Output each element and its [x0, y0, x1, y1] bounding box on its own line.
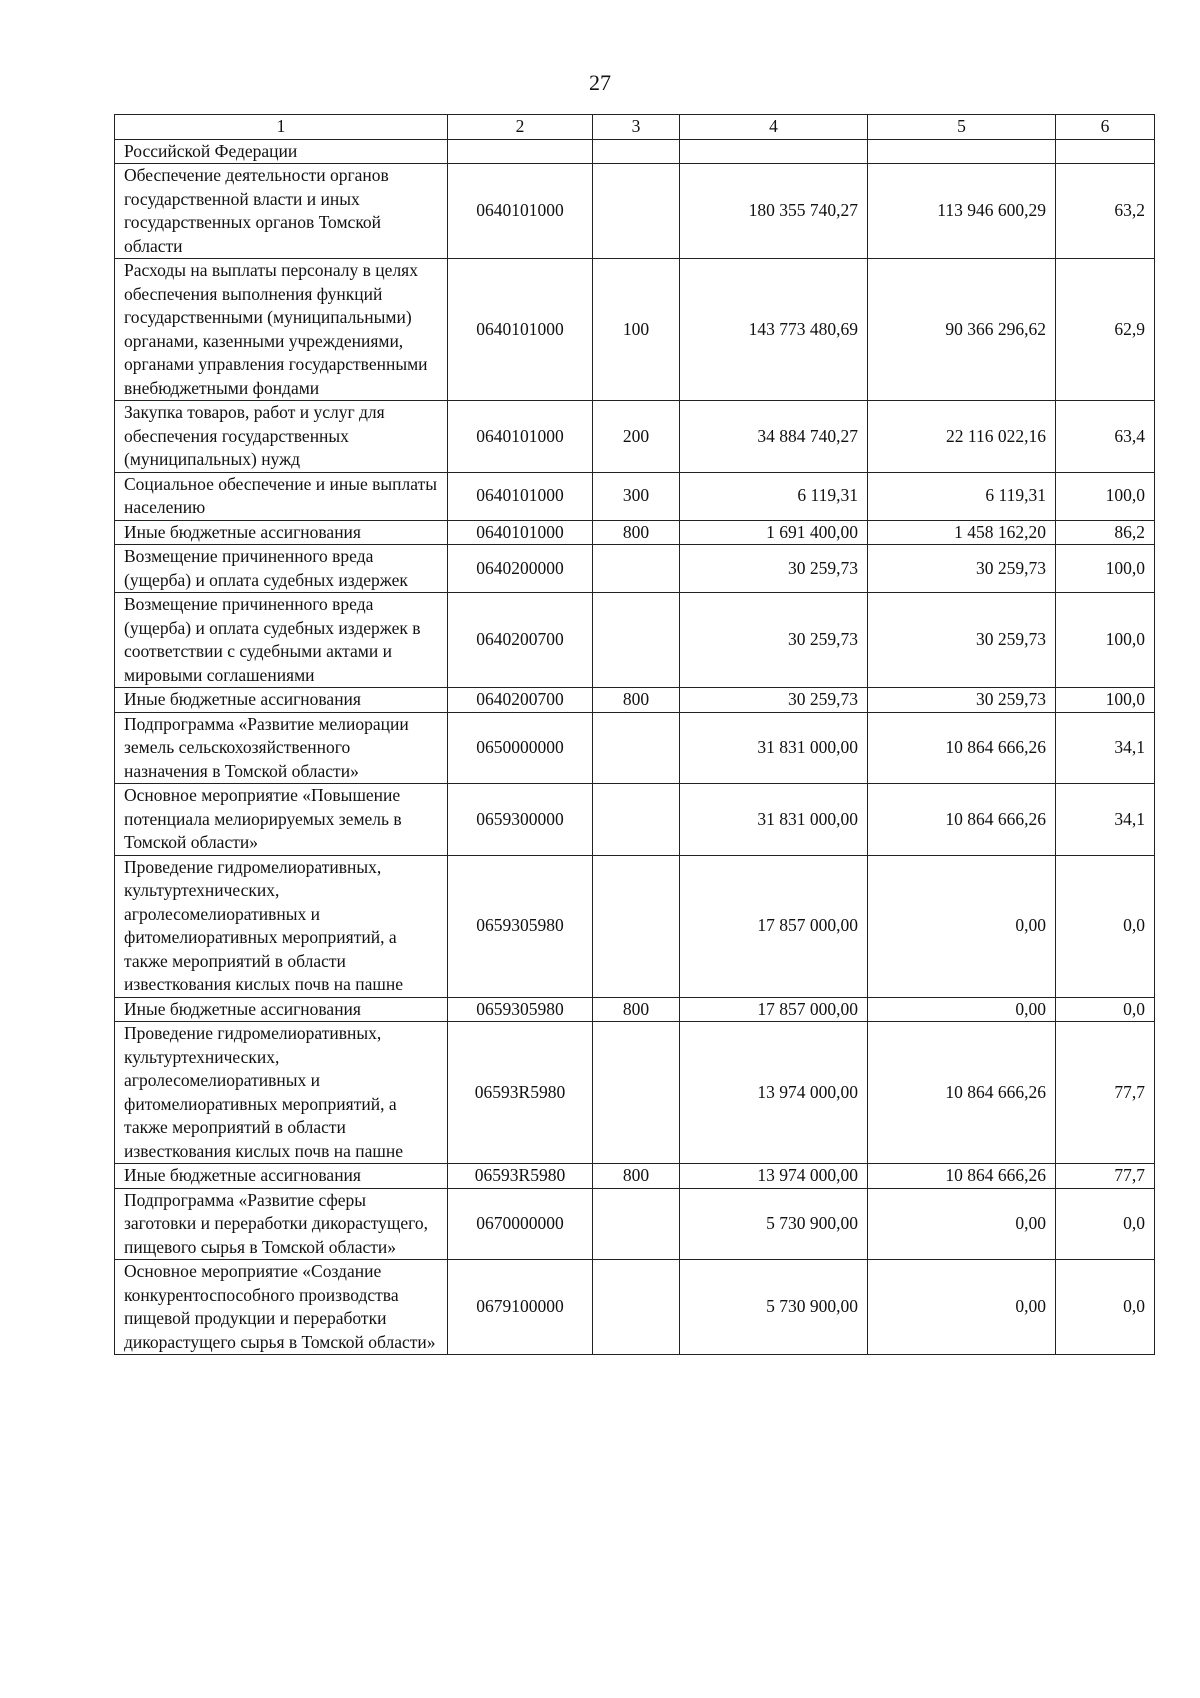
row-expense-type-cell: 800: [593, 688, 680, 713]
column-header: 1: [115, 115, 448, 140]
row-code-cell: 06593R5980: [448, 1164, 593, 1189]
row-percent-cell: 63,2: [1056, 164, 1155, 259]
table-row: [115, 997, 1155, 1022]
row-name-cell: Расходы на выплаты персоналу в целях обеспечения выполнения функций государственными (муниципальными) органами, казенными учреждениями, органами управления государственными внебюджетными фондами: [115, 259, 448, 401]
row-expense-type-cell: 100: [593, 259, 680, 401]
row-percent-cell: 0,0: [1056, 1260, 1155, 1355]
column-header: 6: [1056, 115, 1155, 140]
column-header: 2: [448, 115, 593, 140]
page-number: 27: [589, 70, 611, 95]
row-code-cell: 0640101000: [448, 520, 593, 545]
row-fact-cell: 10 864 666,26: [868, 712, 1056, 784]
row-plan-cell: 30 259,73: [680, 545, 868, 593]
row-expense-type-cell: [593, 1188, 680, 1260]
row-percent-cell: 100,0: [1056, 472, 1155, 520]
table-row: [115, 1164, 1155, 1189]
row-code-cell: 0659300000: [448, 784, 593, 856]
row-fact-cell: 6 119,31: [868, 472, 1056, 520]
row-name-cell: Иные бюджетные ассигнования: [115, 1164, 448, 1189]
row-fact-cell: [868, 139, 1056, 164]
row-name-cell: Основное мероприятие «Создание конкурентоспособного производства пищевой продукции и переработки дикорастущего сырья в Томской области»: [115, 1260, 448, 1355]
row-expense-type-cell: [593, 139, 680, 164]
row-percent-cell: 100,0: [1056, 688, 1155, 713]
row-code-cell: [448, 139, 593, 164]
table-row: [115, 164, 1155, 259]
row-expense-type-cell: [593, 1022, 680, 1164]
row-plan-cell: [680, 139, 868, 164]
row-plan-cell: 17 857 000,00: [680, 855, 868, 997]
row-code-cell: 0640101000: [448, 401, 593, 473]
row-expense-type-cell: 800: [593, 520, 680, 545]
row-name-cell: Проведение гидромелиоративных, культуртехнических, агролесомелиоративных и фитомелиоративных мероприятий, а также мероприятий в области известкования кислых почв на пашне: [115, 1022, 448, 1164]
row-percent-cell: 34,1: [1056, 712, 1155, 784]
row-expense-type-cell: 800: [593, 997, 680, 1022]
row-code-cell: 0659305980: [448, 997, 593, 1022]
table-row: [115, 688, 1155, 713]
row-name-cell: Иные бюджетные ассигнования: [115, 997, 448, 1022]
row-plan-cell: 31 831 000,00: [680, 784, 868, 856]
row-name-cell: Возмещение причиненного вреда (ущерба) и оплата судебных издержек в соответствии с судебными актами и мировыми соглашениями: [115, 593, 448, 688]
row-name-cell: Иные бюджетные ассигнования: [115, 688, 448, 713]
row-plan-cell: 143 773 480,69: [680, 259, 868, 401]
row-plan-cell: 5 730 900,00: [680, 1260, 868, 1355]
row-percent-cell: 0,0: [1056, 855, 1155, 997]
row-code-cell: 0640200000: [448, 545, 593, 593]
row-code-cell: 0650000000: [448, 712, 593, 784]
row-name-cell: Обеспечение деятельности органов государственной власти и иных государственных органов Томской области: [115, 164, 448, 259]
row-plan-cell: 30 259,73: [680, 688, 868, 713]
row-expense-type-cell: [593, 712, 680, 784]
row-code-cell: 0640200700: [448, 593, 593, 688]
row-percent-cell: [1056, 139, 1155, 164]
row-percent-cell: 0,0: [1056, 1188, 1155, 1260]
row-fact-cell: 10 864 666,26: [868, 784, 1056, 856]
table-row: [115, 1022, 1155, 1164]
row-name-cell: Основное мероприятие «Повышение потенциала мелиорируемых земель в Томской области»: [115, 784, 448, 856]
row-percent-cell: 100,0: [1056, 593, 1155, 688]
row-name-cell: Подпрограмма «Развитие мелиорации земель сельскохозяйственного назначения в Томской области»: [115, 712, 448, 784]
table-row: [115, 1260, 1155, 1355]
column-header: 5: [868, 115, 1056, 140]
table-row: [115, 1188, 1155, 1260]
row-percent-cell: 62,9: [1056, 259, 1155, 401]
row-expense-type-cell: [593, 855, 680, 997]
row-fact-cell: 22 116 022,16: [868, 401, 1056, 473]
row-fact-cell: 0,00: [868, 1188, 1056, 1260]
row-plan-cell: 13 974 000,00: [680, 1022, 868, 1164]
row-code-cell: 0640101000: [448, 472, 593, 520]
column-header: 3: [593, 115, 680, 140]
row-fact-cell: 30 259,73: [868, 688, 1056, 713]
row-expense-type-cell: 800: [593, 1164, 680, 1189]
table-row: [115, 712, 1155, 784]
row-plan-cell: 5 730 900,00: [680, 1188, 868, 1260]
row-code-cell: 06593R5980: [448, 1022, 593, 1164]
table-row: [115, 259, 1155, 401]
row-plan-cell: 13 974 000,00: [680, 1164, 868, 1189]
row-fact-cell: 1 458 162,20: [868, 520, 1056, 545]
row-percent-cell: 0,0: [1056, 997, 1155, 1022]
row-percent-cell: 77,7: [1056, 1164, 1155, 1189]
table-header-row: [115, 115, 1155, 140]
table-row: [115, 520, 1155, 545]
row-percent-cell: 34,1: [1056, 784, 1155, 856]
row-percent-cell: 86,2: [1056, 520, 1155, 545]
row-percent-cell: 63,4: [1056, 401, 1155, 473]
row-name-cell: Подпрограмма «Развитие сферы заготовки и переработки дикорастущего, пищевого сырья в Томской области»: [115, 1188, 448, 1260]
row-name-cell: Российской Федерации: [115, 139, 448, 164]
row-name-cell: Иные бюджетные ассигнования: [115, 520, 448, 545]
row-fact-cell: 0,00: [868, 855, 1056, 997]
row-percent-cell: 100,0: [1056, 545, 1155, 593]
row-plan-cell: 6 119,31: [680, 472, 868, 520]
row-expense-type-cell: [593, 593, 680, 688]
row-fact-cell: 0,00: [868, 997, 1056, 1022]
row-code-cell: 0640101000: [448, 164, 593, 259]
row-code-cell: 0640101000: [448, 259, 593, 401]
column-header: 4: [680, 115, 868, 140]
row-fact-cell: 0,00: [868, 1260, 1056, 1355]
row-name-cell: Социальное обеспечение и иные выплаты населению: [115, 472, 448, 520]
table-row: [115, 784, 1155, 856]
table-row: [115, 545, 1155, 593]
table-row: [115, 472, 1155, 520]
row-fact-cell: 30 259,73: [868, 593, 1056, 688]
row-plan-cell: 30 259,73: [680, 593, 868, 688]
table-row: [115, 593, 1155, 688]
row-fact-cell: 30 259,73: [868, 545, 1056, 593]
budget-table: [114, 114, 1155, 1355]
table-row: [115, 855, 1155, 997]
row-expense-type-cell: [593, 1260, 680, 1355]
row-plan-cell: 31 831 000,00: [680, 712, 868, 784]
row-name-cell: Закупка товаров, работ и услуг для обеспечения государственных (муниципальных) нужд: [115, 401, 448, 473]
table-row: [115, 139, 1155, 164]
row-code-cell: 0640200700: [448, 688, 593, 713]
row-percent-cell: 77,7: [1056, 1022, 1155, 1164]
row-plan-cell: 17 857 000,00: [680, 997, 868, 1022]
row-name-cell: Возмещение причиненного вреда (ущерба) и оплата судебных издержек: [115, 545, 448, 593]
row-expense-type-cell: [593, 164, 680, 259]
row-fact-cell: 90 366 296,62: [868, 259, 1056, 401]
row-code-cell: 0659305980: [448, 855, 593, 997]
row-fact-cell: 113 946 600,29: [868, 164, 1056, 259]
row-expense-type-cell: 300: [593, 472, 680, 520]
row-expense-type-cell: [593, 784, 680, 856]
row-name-cell: Проведение гидромелиоративных, культуртехнических, агролесомелиоративных и фитомелиоративных мероприятий, а также мероприятий в области известкования кислых почв на пашне: [115, 855, 448, 997]
row-fact-cell: 10 864 666,26: [868, 1164, 1056, 1189]
row-plan-cell: 34 884 740,27: [680, 401, 868, 473]
table-row: [115, 401, 1155, 473]
row-plan-cell: 180 355 740,27: [680, 164, 868, 259]
row-code-cell: 0679100000: [448, 1260, 593, 1355]
row-plan-cell: 1 691 400,00: [680, 520, 868, 545]
row-expense-type-cell: [593, 545, 680, 593]
row-code-cell: 0670000000: [448, 1188, 593, 1260]
row-fact-cell: 10 864 666,26: [868, 1022, 1056, 1164]
row-expense-type-cell: 200: [593, 401, 680, 473]
